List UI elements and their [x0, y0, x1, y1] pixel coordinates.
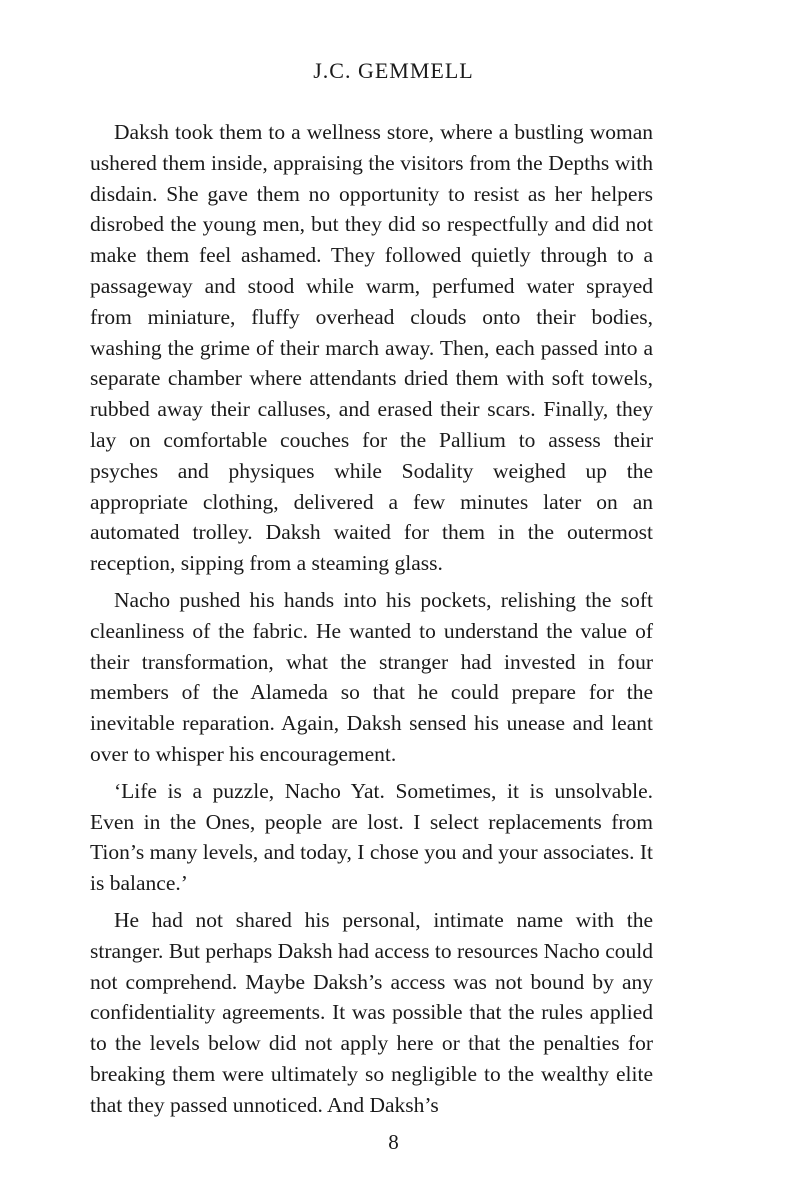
running-head: J.C. GEMMELL [313, 58, 474, 83]
paragraph-4: He had not shared his personal, intimate name with the stranger. But perhaps Daksh had access to resources Nacho could not comprehend. Maybe Daksh’s access was not bound by any confidentiality agreements. It was possible that the rules applied to the levels below did not apply here or that the penalties for breaking them were ultimately so negligible to the wealthy elite that they passed unnoticed. And Daksh’s [90, 907, 653, 1117]
paragraph-1: Daksh took them to a wellness store, where a bustling woman ushered them inside, appraising the visitors from the Depths with disdain. She gave them no opportunity to resist as her helpers disrobed the young men, but they did so respectfully and did not make them feel ashamed. They followed quietly through to a passageway and stood while warm, perfumed water sprayed from miniature, fluffy overhead clouds onto their bodies, washing the grime of their march away. Then, each passed into a separate chamber where attendants dried them with soft towels, rubbed away their calluses, and erased their scars. Finally, they lay on comfortable couches for the Pallium to assess their psyches and physiques while Sodality weighed up the appropriate clothing, delivered a few minutes later on an automated trolley. Daksh waited for them in the outermost reception, sipping from a steaming glass. [90, 120, 653, 576]
body-text [90, 117, 653, 1121]
paragraph-2: Nacho pushed his hands into his pockets, relishing the soft cleanliness of the fabric. He wanted to understand the value of their transformation, what the stranger had invested in four members of the Alameda so that he could prepare for the inevitable reparation. Again, Daksh sensed his unease and leant over to whisper his encouragement. [90, 587, 653, 766]
paragraph-3: ‘Life is a puzzle, Nacho Yat. Sometimes, it is unsolvable. Even in the Ones, people are lost. I select replacements from Tion’s many levels, and today, I chose you and your associates. It is balance.’ [90, 778, 653, 896]
page-number: 8 [388, 1130, 399, 1154]
